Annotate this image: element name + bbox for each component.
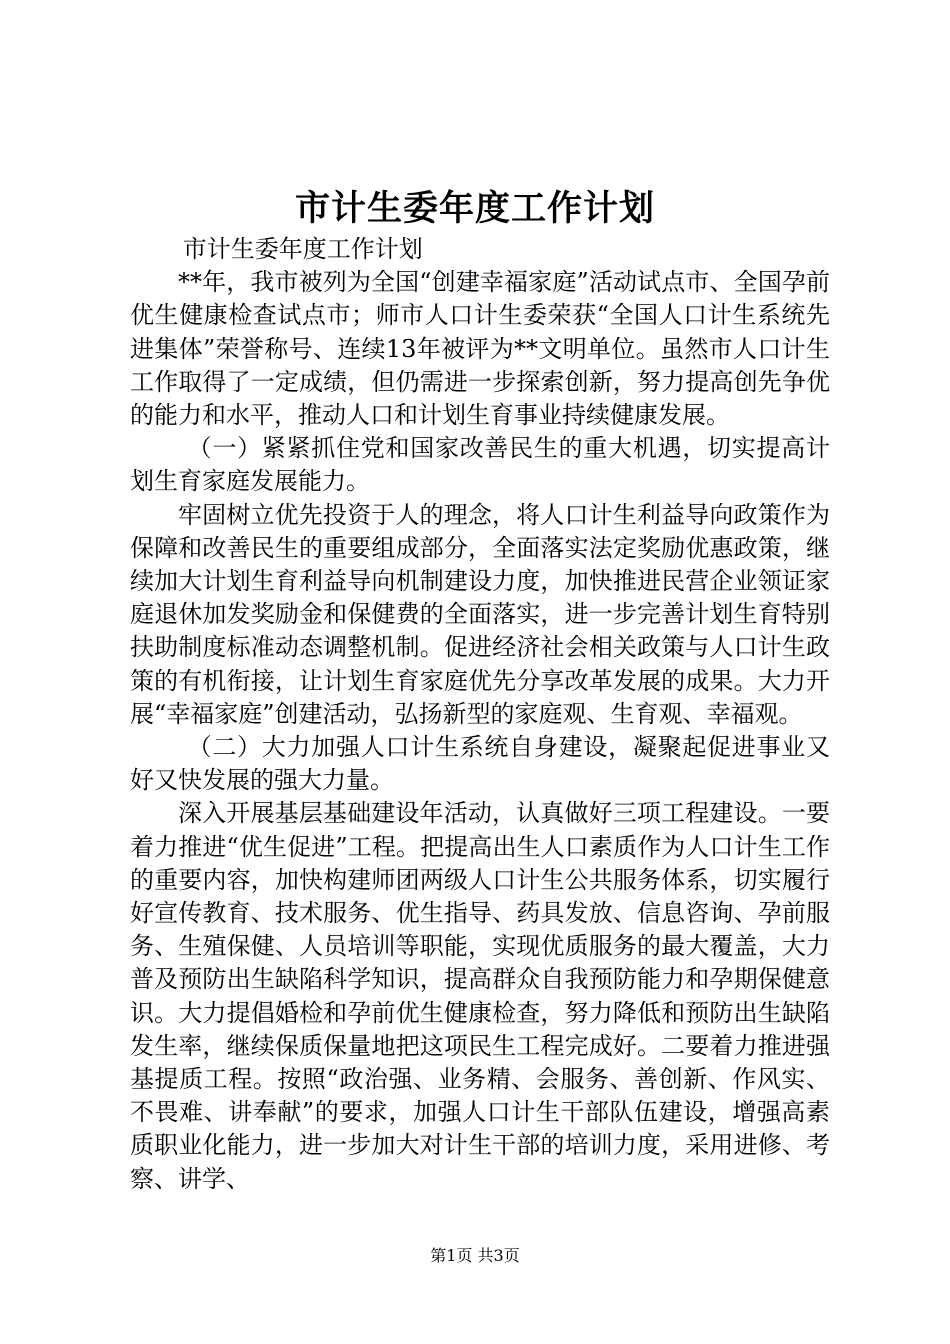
- section-heading-2: （二）大力加强人口计生系统自身建设，凝聚起促进事业又好又快发展的强大力量。: [130, 733, 830, 795]
- page-number: 第1页 共3页: [430, 1246, 520, 1265]
- paragraph-intro: **年，我市被列为全国“创建幸福家庭”活动试点市、全国孕前优生健康检查试点市；师市人口计生委荣获“全国人口计生系统先进集体”荣誉称号、连续13年被评为**文明单位。虽然市人口计生工作取得了一定成绩，但仍需进一步探索创新，努力提高创先争优的能力和水平，推动人口和计划生育事业持续健康发展。: [130, 268, 830, 430]
- section-heading-1: （一）紧紧抓住党和国家改善民生的重大机遇，切实提高计划生育家庭发展能力。: [130, 434, 830, 496]
- paragraph-subtitle: 市计生委年度工作计划: [182, 235, 423, 263]
- document-body: [130, 233, 830, 1196]
- document-title: 市计生委年度工作计划: [294, 188, 655, 229]
- paragraph-section-1: 牢固树立优先投资于人的理念，将人口计生利益导向政策作为保障和改善民生的重要组成部分，全面落实法定奖励优惠政策，继续加大计划生育利益导向机制建设力度，加快推进民营企业领证家庭退休加发奖励金和保健费的全面落实，进一步完善计划生育特别扶助制度标准动态调整机制。促进经济社会相关政策与人口计生政策的有机衔接，让计划生育家庭优先分享改革发展的成果。大力开展“幸福家庭”创建活动，弘扬新型的家庭观、生育观、幸福观。: [130, 500, 830, 728]
- paragraph-section-2: 深入开展基层基础建设年活动，认真做好三项工程建设。一要着力推进“优生促进”工程。把提高出生人口素质作为人口计生工作的重要内容，加快构建师团两级人口计生公共服务体系，切实履行好宣传教育、技术服务、优生指导、药具发放、信息咨询、孕前服务、生殖保健、人员培训等职能，实现优质服务的最大覆盖，大力普及预防出生缺陷科学知识，提高群众自我预防能力和孕期保健意识。大力提倡婚检和孕前优生健康检查，努力降低和预防出生缺陷发生率，继续保质保量地把这项民生工程完成好。二要着力推进强基提质工程。按照“政治强、业务精、会服务、善创新、作风实、不畏难、讲奉献”的要求，加强人口计生干部队伍建设，增强高素质职业化能力，进一步加大对计生干部的培训力度，采用进修、考察、讲学、: [130, 799, 830, 1193]
